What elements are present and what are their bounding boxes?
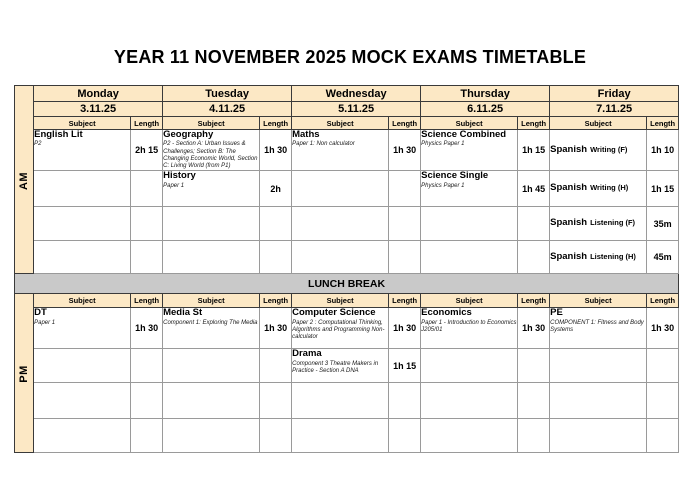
empty-length-cell (131, 383, 163, 419)
empty-subject-cell (163, 207, 260, 241)
exam-subject-name: History (163, 170, 196, 182)
exam-length-cell: 1h 30 (518, 308, 550, 349)
exam-timetable (14, 85, 679, 453)
exam-paper-detail: Paper 2 : Computational Thinking, Algorithms and Programming Non-calculator (292, 319, 385, 340)
empty-length-cell (260, 383, 292, 419)
exam-length-cell: 1h 30 (389, 130, 421, 171)
empty-length-cell (131, 349, 163, 383)
subject-header-cell: Subject (292, 117, 389, 130)
exam-paper-detail: Physics Paper 1 (421, 182, 465, 189)
exam-subject-tier: Listening (H) (590, 251, 636, 261)
empty-subject-cell (34, 241, 131, 274)
exam-length-cell: 1h 45 (518, 171, 550, 207)
date-cell: 4.11.25 (163, 102, 292, 117)
day-name-row (15, 86, 679, 102)
exam-subject-cell (163, 171, 260, 207)
exam-subject-cell (34, 308, 131, 349)
exam-subject-name: English Lit (34, 129, 83, 140)
am-section-label (15, 86, 34, 274)
exam-paper-detail: COMPONENT 1: Fitness and Body Systems (550, 319, 644, 333)
pm-section-label (15, 294, 34, 453)
exam-subject-title (421, 308, 517, 318)
exam-subject-name: Spanish (550, 143, 588, 155)
subject-header-cell: Subject (163, 117, 260, 130)
exam-subject-cell (163, 308, 260, 349)
exam-subject-cell (292, 308, 389, 349)
empty-length-cell (131, 419, 163, 453)
exam-subject-name: Science Combined (421, 129, 507, 140)
exam-subject-name: Spanish (550, 182, 588, 194)
empty-subject-cell (421, 241, 518, 274)
empty-length-cell (389, 419, 421, 453)
exam-subject-name: Maths (292, 129, 320, 140)
pm-exam-row (15, 383, 679, 419)
empty-subject-cell (163, 419, 260, 453)
exam-paper-detail: P2 - Section A: Urban Issues & Challenges; Section B: The Changing Economic World, Section C: Living World (from P1) (163, 141, 258, 169)
length-header-cell: Length (131, 117, 163, 130)
length-header-cell: Length (389, 117, 421, 130)
empty-length-cell (389, 241, 421, 274)
length-header-cell: Length (260, 294, 292, 308)
exam-subject-title (292, 349, 388, 359)
day-header-cell: Thursday (421, 86, 550, 102)
exam-paper-detail: Component 1: Exploring The Media (163, 319, 258, 326)
date-cell: 7.11.25 (550, 102, 679, 117)
exam-length-cell: 1h 15 (518, 130, 550, 171)
am-label-text: AM (18, 171, 31, 190)
empty-length-cell (131, 207, 163, 241)
empty-subject-cell (163, 349, 260, 383)
pm-exam-row (15, 419, 679, 453)
exam-subject-cell (292, 349, 389, 383)
exam-subject-name: DT (34, 307, 47, 319)
lunch-break-label: LUNCH BREAK (15, 274, 679, 294)
exam-length-cell: 1h 10 (647, 130, 679, 171)
empty-length-cell (389, 383, 421, 419)
subject-header-cell: Subject (34, 117, 131, 130)
am-exam-row (15, 207, 679, 241)
empty-length-cell (260, 241, 292, 274)
exam-length-cell: 1h 30 (647, 308, 679, 349)
exam-subject-title (163, 308, 259, 318)
exam-paper-detail: Physics Paper 1 (421, 141, 465, 148)
empty-length-cell (647, 419, 679, 453)
empty-subject-cell (292, 171, 389, 207)
exam-length-cell: 1h 30 (389, 308, 421, 349)
exam-subject-cell (550, 130, 647, 171)
exam-subject-name: Spanish (550, 250, 588, 262)
exam-subject-title (550, 308, 646, 318)
exam-subject-title (421, 171, 517, 181)
empty-subject-cell (421, 349, 518, 383)
length-header-cell: Length (518, 117, 550, 130)
exam-paper-detail: Component 3 Theatre Makers in Practice - Section A DNA (292, 360, 379, 374)
date-cell: 6.11.25 (421, 102, 550, 117)
exam-subject-title (421, 130, 517, 140)
exam-subject-name: Geography (163, 129, 214, 140)
empty-subject-cell (292, 207, 389, 241)
subject-header-cell: Subject (292, 294, 389, 308)
length-header-cell: Length (647, 294, 679, 308)
exam-subject-title (163, 130, 259, 140)
exam-subject-title (292, 308, 388, 318)
empty-subject-cell (550, 419, 647, 453)
exam-subject-title (550, 145, 646, 155)
exam-subject-cell (421, 130, 518, 171)
empty-length-cell (647, 349, 679, 383)
lunch-break-row (15, 274, 679, 294)
exam-subject-cell (550, 308, 647, 349)
empty-length-cell (389, 207, 421, 241)
empty-subject-cell (550, 349, 647, 383)
pm-label-text: PM (18, 365, 31, 383)
empty-subject-cell (421, 383, 518, 419)
exam-subject-cell (550, 207, 647, 241)
pm-exam-row (15, 349, 679, 383)
subject-header-cell: Subject (421, 117, 518, 130)
exam-subject-cell (292, 130, 389, 171)
exam-subject-cell (421, 171, 518, 207)
empty-length-cell (260, 207, 292, 241)
day-header-cell: Tuesday (163, 86, 292, 102)
exam-subject-cell (421, 308, 518, 349)
exam-length-cell: 1h 15 (647, 171, 679, 207)
date-row (15, 102, 679, 117)
am-exam-row (15, 130, 679, 171)
exam-subject-title (550, 252, 646, 262)
exam-subject-name: Science Single (421, 170, 489, 182)
subject-header-cell: Subject (550, 117, 647, 130)
exam-paper-detail: Paper 1 (163, 182, 185, 189)
column-header-row-am (15, 117, 679, 130)
exam-subject-name: Drama (292, 348, 322, 360)
exam-subject-title (34, 308, 130, 318)
day-header-cell: Wednesday (292, 86, 421, 102)
exam-subject-name: Media St (163, 307, 203, 319)
exam-paper-detail: Paper 1 (34, 319, 56, 326)
empty-subject-cell (34, 383, 131, 419)
empty-subject-cell (163, 383, 260, 419)
exam-subject-title (34, 130, 130, 140)
exam-length-cell: 1h 15 (389, 349, 421, 383)
exam-length-cell: 2h (260, 171, 292, 207)
length-header-cell: Length (518, 294, 550, 308)
pm-exam-row (15, 308, 679, 349)
subject-header-cell: Subject (34, 294, 131, 308)
exam-paper-detail: P2 (34, 141, 42, 148)
exam-subject-title (550, 183, 646, 193)
empty-length-cell (518, 419, 550, 453)
empty-subject-cell (34, 171, 131, 207)
empty-length-cell (518, 383, 550, 419)
am-exam-row (15, 241, 679, 274)
exam-subject-title (550, 218, 646, 228)
date-cell: 3.11.25 (34, 102, 163, 117)
empty-length-cell (518, 241, 550, 274)
empty-length-cell (518, 349, 550, 383)
exam-length-cell: 1h 30 (260, 308, 292, 349)
page-title: YEAR 11 NOVEMBER 2025 MOCK EXAMS TIMETABLE (113, 47, 587, 67)
exam-subject-tier: Writing (F) (590, 144, 628, 154)
subject-header-cell: Subject (550, 294, 647, 308)
exam-subject-cell (550, 171, 647, 207)
empty-subject-cell (292, 383, 389, 419)
exam-length-cell: 35m (647, 207, 679, 241)
empty-subject-cell (34, 349, 131, 383)
empty-subject-cell (34, 419, 131, 453)
subject-header-cell: Subject (421, 294, 518, 308)
exam-length-cell: 2h 15 (131, 130, 163, 171)
date-cell: 5.11.25 (292, 102, 421, 117)
exam-subject-name: PE (550, 307, 563, 319)
exam-length-cell: 1h 30 (260, 130, 292, 171)
exam-subject-cell (34, 130, 131, 171)
length-header-cell: Length (647, 117, 679, 130)
exam-subject-title (292, 130, 388, 140)
exam-subject-tier: Listening (F) (590, 218, 636, 228)
empty-subject-cell (550, 383, 647, 419)
empty-subject-cell (421, 419, 518, 453)
subject-header-cell: Subject (163, 294, 260, 308)
exam-subject-name: Economics (421, 307, 472, 319)
empty-length-cell (518, 207, 550, 241)
exam-length-cell: 45m (647, 241, 679, 274)
exam-paper-detail: Paper 1: Non calculator (292, 141, 355, 148)
exam-subject-cell (550, 241, 647, 274)
length-header-cell: Length (131, 294, 163, 308)
empty-length-cell (389, 171, 421, 207)
exam-paper-detail: Paper 1 - Introduction to Economics J205/01 (421, 319, 517, 333)
empty-length-cell (131, 241, 163, 274)
empty-subject-cell (292, 241, 389, 274)
length-header-cell: Length (260, 117, 292, 130)
exam-subject-tier: Writing (H) (590, 183, 629, 193)
day-header-cell: Monday (34, 86, 163, 102)
empty-subject-cell (34, 207, 131, 241)
length-header-cell: Length (389, 294, 421, 308)
exam-subject-cell (163, 130, 260, 171)
empty-length-cell (260, 349, 292, 383)
day-header-cell: Friday (550, 86, 679, 102)
exam-subject-name: Computer Science (292, 307, 376, 319)
empty-length-cell (260, 419, 292, 453)
exam-subject-name: Spanish (550, 217, 588, 229)
empty-length-cell (647, 383, 679, 419)
empty-subject-cell (163, 241, 260, 274)
exam-length-cell: 1h 30 (131, 308, 163, 349)
empty-length-cell (131, 171, 163, 207)
am-exam-row (15, 171, 679, 207)
empty-subject-cell (292, 419, 389, 453)
empty-subject-cell (421, 207, 518, 241)
exam-subject-title (163, 171, 259, 181)
column-header-row-pm (15, 294, 679, 308)
